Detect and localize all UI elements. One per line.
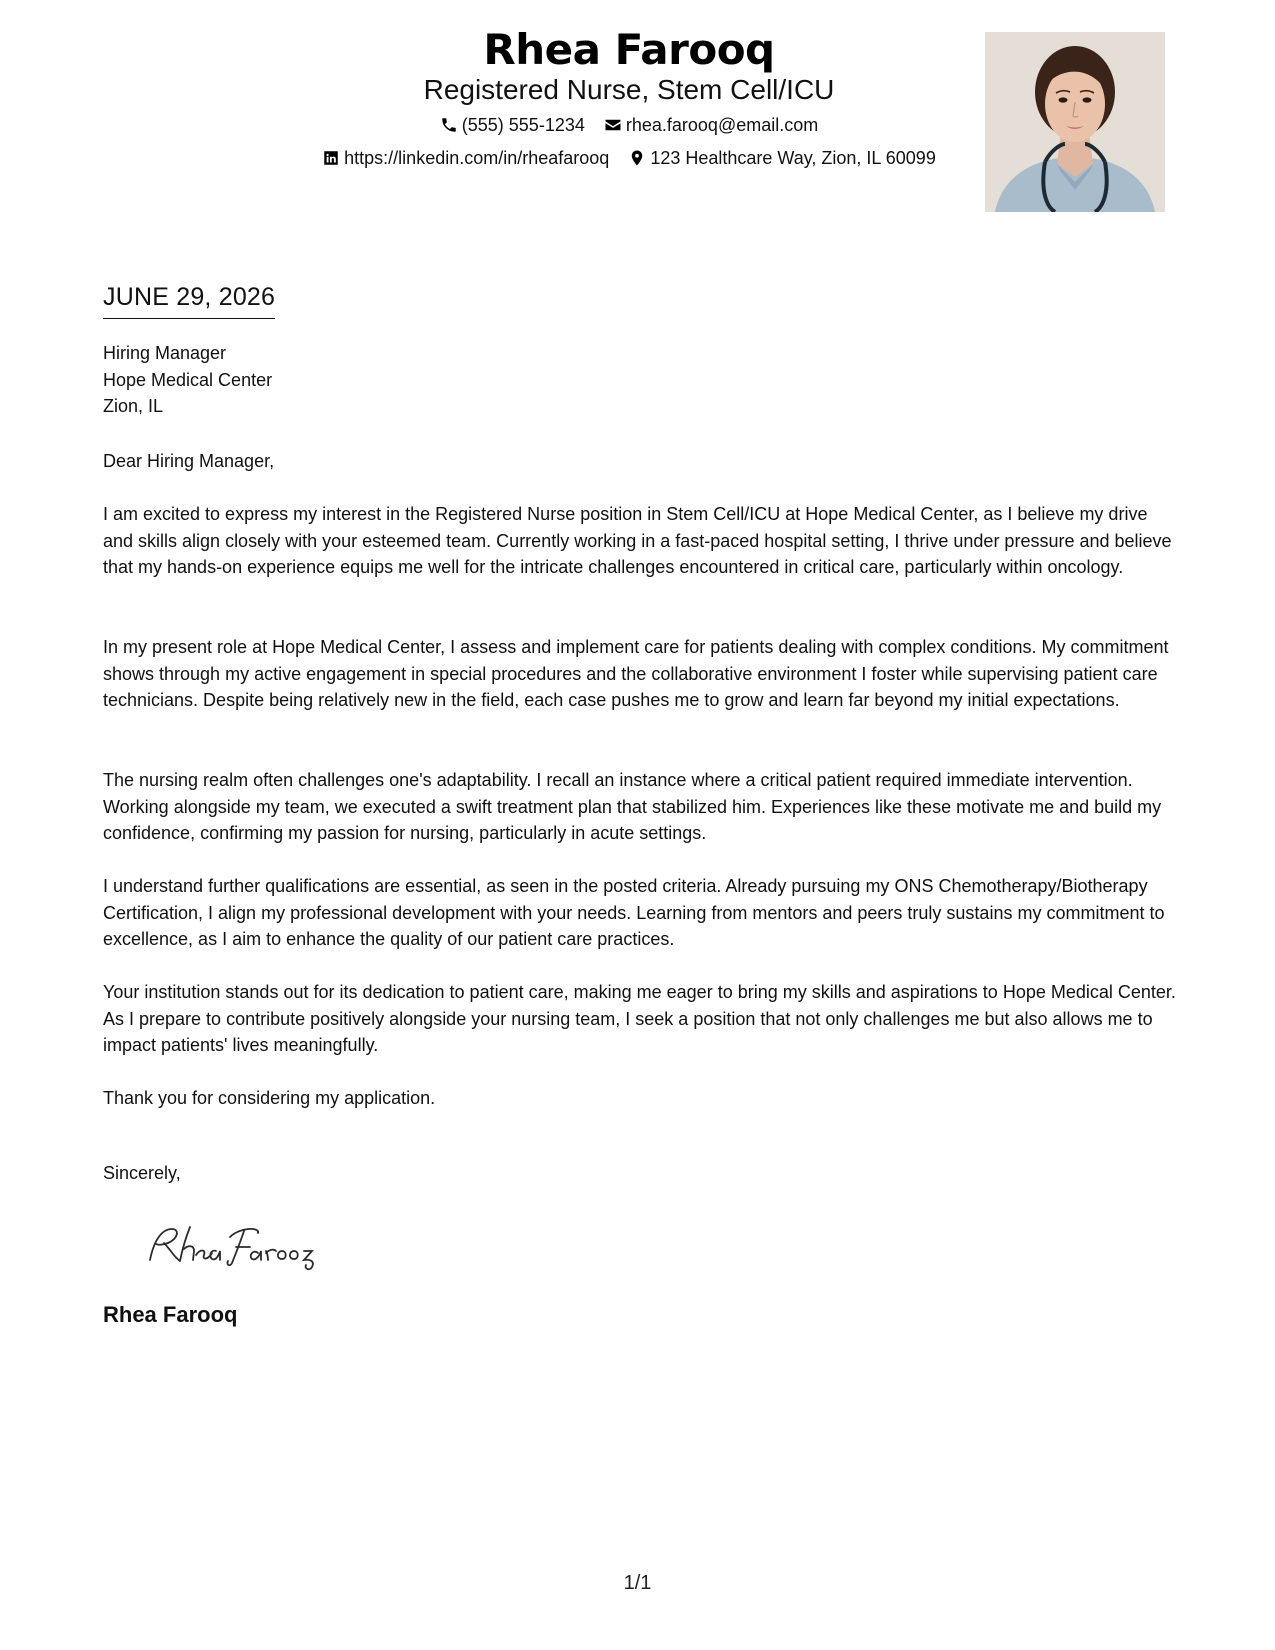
phone-text: (555) 555-1234 [461, 115, 585, 136]
address-text: 123 Healthcare Way, Zion, IL 60099 [650, 148, 936, 169]
page-number: 1/1 [623, 1572, 652, 1594]
recipient-title: Hiring Manager [103, 343, 227, 363]
body-paragraph-2: In my present role at Hope Medical Center, I assess and implement care for patients dealing with complex conditions. My commitment shows through my active engagement in special procedures and the collaborative environment I foster while supervising patient care technicians. Despite being relatively new in the field, each case pushes me to grow and learn far beyond my initial expectations. [103, 637, 1169, 710]
applicant-title: Registered Nurse, Stem Cell/ICU [423, 74, 835, 105]
body-paragraph-4: I understand further qualifications are essential, as seen in the posted criteria. Already pursuing my ONS Chemotherapy/Biotherapy Certification, I align my professional development with your needs. Learning from mentors and peers truly sustains my commitment to excellence, as I aim to enhance the quality of our patient care practices. [103, 876, 1165, 949]
phone-contact[interactable] [440, 113, 585, 137]
email-text: rhea.farooq@email.com [625, 115, 819, 136]
salutation: Dear Hiring Manager, [103, 451, 275, 471]
linkedin-text: https://linkedin.com/in/rheafarooq [344, 148, 610, 169]
body-paragraph-1: I am excited to express my interest in the Registered Nurse position in Stem Cell/ICU at Hope Medical Center, as I believe my drive and skills align closely with your esteemed team. Currently working in a fast-paced hospital setting, I thrive under pressure and believe that my hands-on experience equips me well for the intricate challenges encountered in critical care, particularly within oncology. [103, 504, 1172, 577]
recipient-location: Zion, IL [103, 396, 164, 416]
linkedin-icon [322, 149, 340, 167]
body-paragraph-3: The nursing realm often challenges one's adaptability. I recall an instance where a critical patient required immediate intervention. Working alongside my team, we executed a swift treatment plan that stabilized him. Experiences like these motivate me and build my confidence, confirming my passion for nursing, particularly in acute settings. [103, 770, 1162, 843]
phone-icon [440, 116, 458, 134]
signature-image [140, 1215, 340, 1275]
body-paragraph-5: Your institution stands out for its dedication to patient care, making me eager to bring my skills and aspirations to Hope Medical Center. As I prepare to contribute positively alongside your nursing team, I seek a position that not only challenges me but also allows me to impact patients' lives meaningfully. [103, 982, 1176, 1055]
body-paragraph-6: Thank you for considering my application. [103, 1088, 436, 1108]
envelope-icon [604, 116, 622, 134]
closing: Sincerely, [103, 1163, 181, 1183]
map-pin-icon [628, 149, 646, 167]
profile-photo [985, 32, 1165, 212]
email-contact[interactable] [604, 113, 818, 137]
signer-name: Rhea Farooq [103, 1302, 238, 1327]
linkedin-contact[interactable] [322, 146, 609, 170]
applicant-name: Rhea Farooq [483, 25, 775, 74]
recipient-organization: Hope Medical Center [103, 369, 273, 390]
address-contact [628, 146, 936, 170]
letter-date: JUNE 29, 2026 [103, 280, 275, 319]
recipient-block [103, 340, 272, 420]
